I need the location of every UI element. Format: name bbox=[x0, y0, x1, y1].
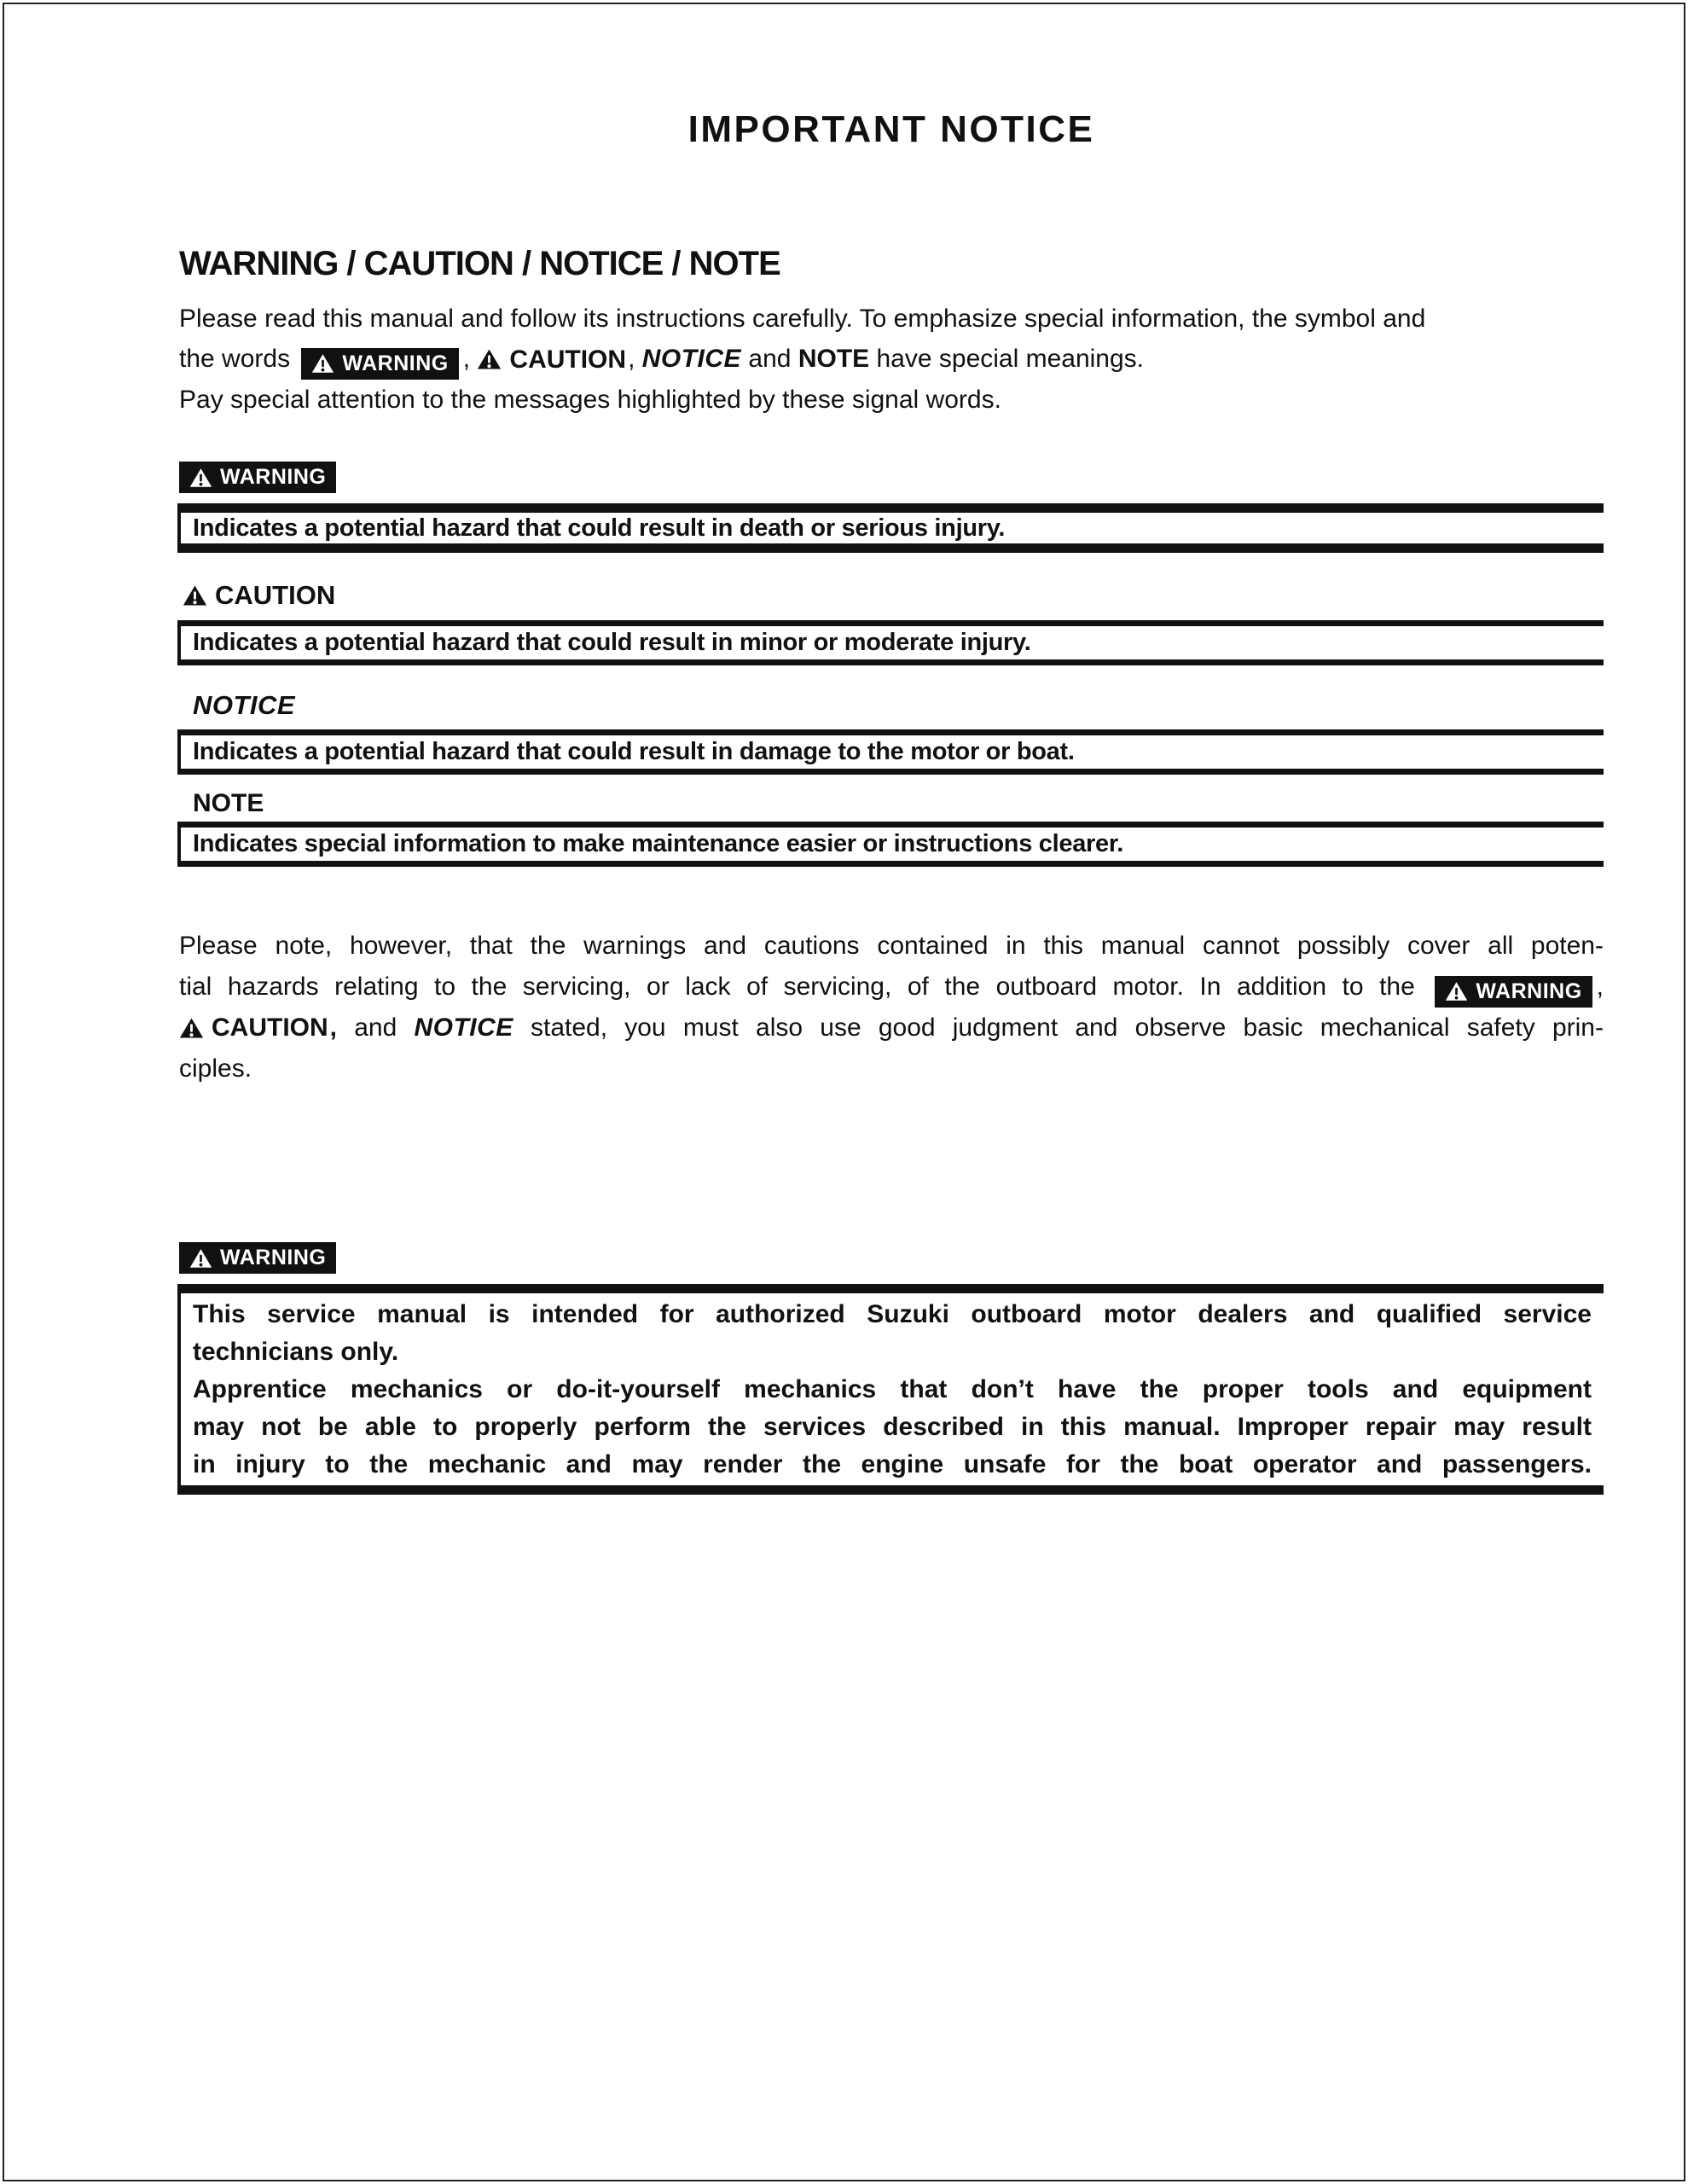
service-warning-line: Apprentice mechanics or do-it-yourself mechanics that don’t have the proper tools and equipment bbox=[193, 1375, 1592, 1403]
caution-label-text: CAUTION bbox=[215, 580, 336, 610]
service-warning-line: may not be able to properly perform the services described in this manual. Improper repair may result bbox=[193, 1413, 1592, 1441]
text-run: Pay special attention to the messages highlighted by these signal words. bbox=[179, 385, 1001, 414]
text-run: Please read this manual and follow its instructions carefully. To emphasize special information, the symbol and bbox=[179, 305, 1426, 333]
caution-label-text: CAUTION bbox=[509, 345, 627, 374]
caution-label-text: CAUTION bbox=[212, 1014, 328, 1042]
page-title: IMPORTANT NOTICE bbox=[687, 108, 1095, 150]
warning-badge-label: WARNING bbox=[1476, 979, 1582, 1003]
service-warning-box bbox=[177, 1284, 1604, 1495]
notice-label: NOTICE bbox=[193, 690, 296, 720]
notice-word: NOTICE bbox=[641, 345, 742, 373]
text-run: , bbox=[462, 345, 478, 373]
section-heading: WARNING / CAUTION / NOTICE / NOTE bbox=[179, 245, 780, 282]
warning-triangle-icon bbox=[1445, 981, 1468, 1002]
text-run: have special meanings. bbox=[869, 345, 1145, 373]
warning-badge bbox=[179, 1242, 336, 1274]
paragraph-line bbox=[179, 1008, 1604, 1048]
warning-triangle-icon bbox=[179, 1017, 204, 1039]
warning-badge-label: WARNING bbox=[220, 1246, 327, 1269]
caution-message-box bbox=[177, 620, 1604, 665]
caution-label bbox=[183, 580, 335, 611]
paragraph-line bbox=[179, 339, 1604, 380]
text-run: ciples. bbox=[179, 1054, 252, 1083]
paragraph-line bbox=[179, 1048, 1604, 1089]
warning-triangle-icon bbox=[189, 1248, 212, 1269]
warning-message: Indicates a potential hazard that could result in death or serious injury. bbox=[193, 514, 1006, 542]
warning-triangle-icon bbox=[189, 468, 212, 488]
note-message: Indicates special information to make maintenance easier or instructions clearer. bbox=[193, 830, 1123, 857]
paragraph-line bbox=[179, 926, 1604, 967]
note-message-box bbox=[177, 822, 1604, 867]
text-run: , bbox=[628, 345, 642, 373]
warning-badge-inline bbox=[301, 348, 458, 380]
warning-badge bbox=[179, 462, 336, 493]
paragraph-line bbox=[179, 380, 1604, 420]
caution-label-inline bbox=[477, 340, 626, 380]
warning-badge-inline bbox=[1435, 976, 1592, 1008]
text-run: tial hazards relating to the servicing, or lack of servicing, of the outboard motor. In addition to the bbox=[179, 973, 1431, 1001]
middle-paragraph bbox=[179, 926, 1604, 1089]
notice-word: NOTICE bbox=[414, 1014, 513, 1042]
service-warning-line: in injury to the mechanic and may render the engine unsafe for the boat operator and passengers. bbox=[193, 1450, 1592, 1478]
caution-label-inline bbox=[179, 1008, 328, 1048]
service-warning-line: technicians only. bbox=[193, 1338, 399, 1366]
note-word: NOTE bbox=[798, 345, 870, 373]
notice-message: Indicates a potential hazard that could result in damage to the motor or boat. bbox=[193, 738, 1075, 765]
warning-triangle-icon bbox=[477, 348, 502, 370]
notice-message-box bbox=[177, 729, 1604, 775]
warning-triangle-icon bbox=[311, 353, 334, 374]
text-run: the words bbox=[179, 345, 298, 373]
text-run: Please note, however, that the warnings and cautions contained in this manual cannot possibly cover all poten- bbox=[179, 932, 1604, 960]
warning-triangle-icon bbox=[183, 584, 207, 607]
warning-badge-label: WARNING bbox=[342, 351, 449, 375]
paragraph-line bbox=[179, 967, 1604, 1008]
text-run: stated, you must also use good judgment and observe basic mechanical safety prin- bbox=[513, 1014, 1604, 1042]
service-warning-line: This service manual is intended for authorized Suzuki outboard motor dealers and qualified service bbox=[193, 1300, 1592, 1328]
paragraph-line bbox=[179, 299, 1604, 339]
page-content bbox=[179, 0, 1604, 2184]
text-run: and bbox=[337, 1014, 415, 1042]
text-run: , bbox=[329, 1014, 337, 1042]
text-run: , bbox=[1596, 973, 1604, 1001]
text-run: and bbox=[741, 345, 798, 373]
note-label: NOTE bbox=[193, 789, 264, 817]
warning-message-box bbox=[177, 503, 1604, 553]
warning-badge-label: WARNING bbox=[220, 465, 327, 489]
intro-paragraph bbox=[179, 299, 1604, 420]
caution-message: Indicates a potential hazard that could result in minor or moderate injury. bbox=[193, 629, 1031, 656]
